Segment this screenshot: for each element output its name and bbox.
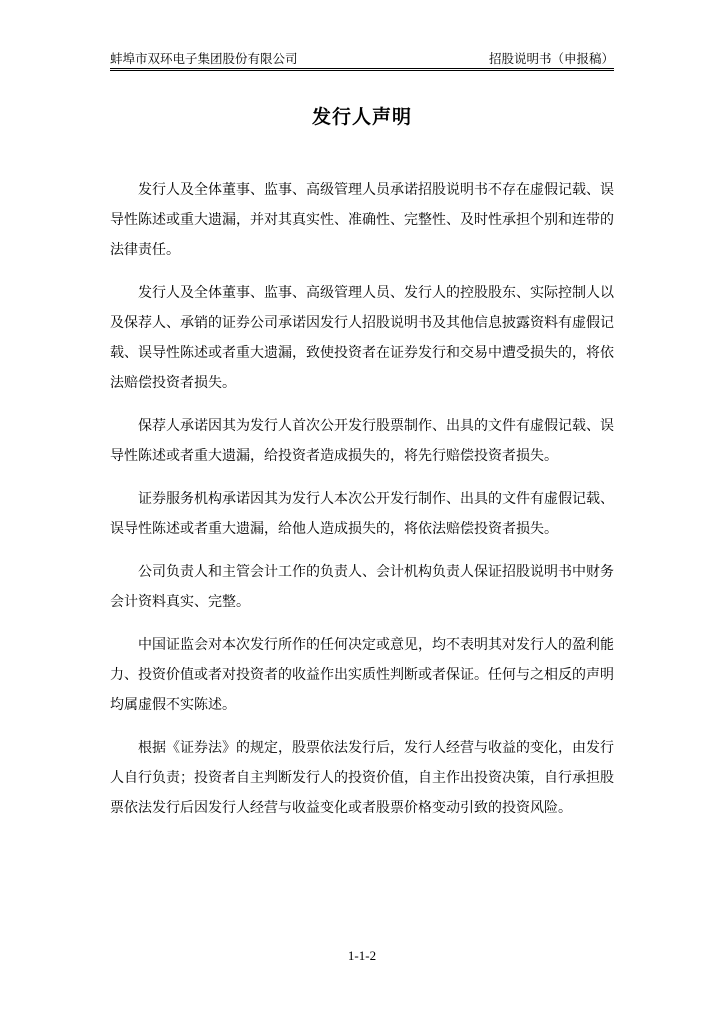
paragraph-csrc-disclaimer: 中国证监会对本次发行所作的任何决定或意见，均不表明其对发行人的盈利能力、投资价值或者对投资者的收益作出实质性判断或者保证。任何与之相反的声明均属虚假不实陈述。 bbox=[110, 637, 614, 713]
page-header bbox=[110, 51, 614, 67]
statement-body bbox=[110, 175, 614, 836]
page-number: 1-1-2 bbox=[347, 948, 377, 963]
paragraph-investment-risk: 根据《证券法》的规定，股票依法发行后，发行人经营与收益的变化，由发行人自行负责；投资者自主判断发行人的投资价值，自主作出投资决策，自行承担股票依法发行后因发行人经营与收益变化或者股票价格变动引致的投资风险。 bbox=[110, 740, 614, 816]
header-document-type: 招股说明书（申报稿） bbox=[488, 51, 614, 66]
header-company-name: 蚌埠市双环电子集团股份有限公司 bbox=[110, 51, 298, 66]
paragraph-service-institution-commitment: 证券服务机构承诺因其为发行人本次公开发行制作、出具的文件有虚假记载、误导性陈述或者重大遗漏，给他人造成损失的，将依法赔偿投资者损失。 bbox=[110, 491, 614, 537]
page-title: 发行人声明 bbox=[311, 106, 412, 128]
header-divider bbox=[110, 68, 614, 71]
paragraph-accounting-guarantee: 公司负责人和主管会计工作的负责人、会计机构负责人保证招股说明书中财务会计资料真实、完整。 bbox=[110, 564, 614, 610]
paragraph-sponsor-commitment: 保荐人承诺因其为发行人首次公开发行股票制作、出具的文件有虚假记载、误导性陈述或者重大遗漏，给投资者造成损失的，将先行赔偿投资者损失。 bbox=[110, 418, 614, 464]
paragraph-issuer-commitment: 发行人及全体董事、监事、高级管理人员承诺招股说明书不存在虚假记载、误导性陈述或重大遗漏，并对其真实性、准确性、完整性、及时性承担个别和连带的法律责任。 bbox=[110, 182, 614, 258]
paragraph-compensation-commitment: 发行人及全体董事、监事、高级管理人员、发行人的控股股东、实际控制人以及保荐人、承销的证券公司承诺因发行人招股说明书及其他信息披露资料有虚假记载、误导性陈述或者重大遗漏，致使投资者在证券发行和交易中遭受损失的，将依法赔偿投资者损失。 bbox=[110, 285, 614, 391]
